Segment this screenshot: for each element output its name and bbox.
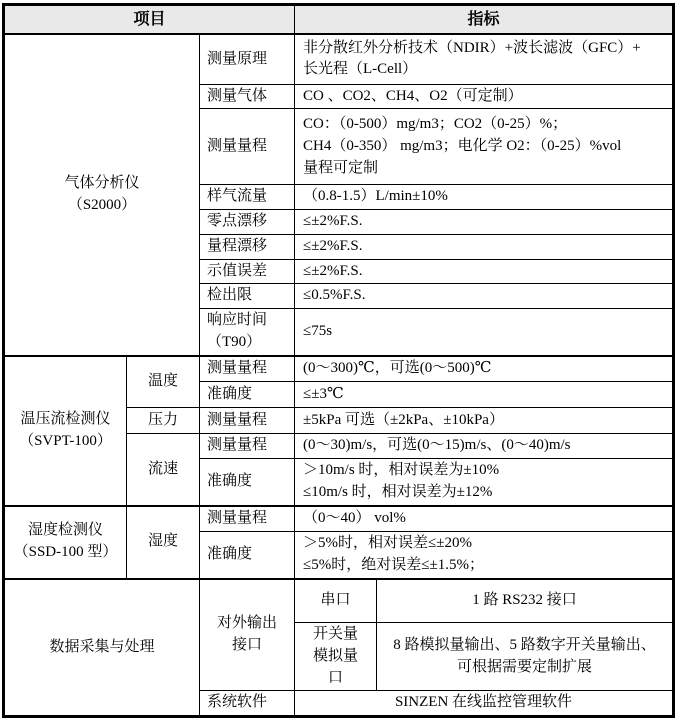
gas-analyzer-model: （S2000） [67, 196, 137, 213]
velocity-range-label: 测量量程 [200, 434, 295, 459]
section-daq-title: 数据采集与处理 [4, 579, 200, 717]
table-row [4, 356, 674, 382]
span-drift-value: ≤±2%F.S. [295, 234, 674, 259]
temperature-sub-label: 温度 [127, 356, 200, 408]
humidity-accuracy-label: 准确度 [200, 532, 295, 579]
gas-analyzer-name: 气体分析仪 [64, 175, 140, 192]
detection-limit-value: ≤0.5%F.S. [295, 284, 674, 309]
pressure-sub-label: 压力 [127, 408, 200, 434]
header-item-column: 项目 [4, 5, 295, 35]
system-software-label: 系统软件 [200, 691, 295, 717]
svpt-model: （SVPT-100） [19, 432, 112, 449]
measure-range-value: CO：（0-500）mg/m3；CO2（0-25）%； CH4（0-350） mg/m3；电化学 O2：（0-25）%vol 量程可定制 [295, 109, 674, 185]
temp-range-label: 测量量程 [200, 356, 295, 382]
measure-principle-label: 测量原理 [200, 34, 295, 84]
response-time-value: ≤75s [295, 309, 674, 356]
table-row [4, 34, 674, 84]
velocity-range-value: (0～30)m/s，可选(0～15)m/s、(0～40)m/s [295, 434, 674, 459]
span-drift-label: 量程漂移 [200, 234, 295, 259]
temp-accuracy-value: ≤±3℃ [295, 382, 674, 408]
spec-table [2, 3, 675, 718]
section-svpt-title [4, 356, 127, 506]
section-gas-analyzer-title [4, 34, 200, 356]
humidity-detector-name: 湿度检测仪 [27, 522, 103, 539]
measure-gases-label: 测量气体 [200, 84, 295, 109]
section-humidity-detector-title [4, 506, 127, 579]
velocity-sub-label: 流速 [127, 434, 200, 506]
switch-analog-port-label: 开关量 模拟量 口 [295, 623, 377, 691]
sample-flow-label: 样气流量 [200, 185, 295, 210]
detection-limit-label: 检出限 [200, 284, 295, 309]
humidity-accuracy-value: ＞5%时，相对误差≤±20% ≤5%时，绝对误差≤±1.5%； [295, 532, 674, 579]
zero-drift-label: 零点漂移 [200, 210, 295, 235]
temp-range-value: (0～300)℃，可选(0～500)℃ [295, 356, 674, 382]
temp-accuracy-label: 准确度 [200, 382, 295, 408]
pressure-range-label: 测量量程 [200, 408, 295, 434]
humidity-range-label: 测量量程 [200, 506, 295, 532]
sample-flow-value: （0.8-1.5）L/min±10% [295, 185, 674, 210]
response-time-label: 响应时间 （T90） [200, 309, 295, 356]
svpt-name: 温压流检测仪 [20, 410, 111, 427]
humidity-sub-label: 湿度 [127, 506, 200, 579]
table-row [4, 579, 674, 623]
measure-range-label: 测量量程 [200, 109, 295, 185]
header-row [4, 5, 674, 35]
header-indicator-column: 指标 [295, 5, 674, 35]
measure-gases-value: CO 、CO2、CH4、O2（可定制） [295, 84, 674, 109]
serial-port-value: 1 路 RS232 接口 [377, 579, 674, 623]
humidity-range-value: （0～40） vol% [295, 506, 674, 532]
humidity-detector-model: （SSD-100 型） [13, 544, 118, 561]
zero-drift-value: ≤±2%F.S. [295, 210, 674, 235]
indication-error-value: ≤±2%F.S. [295, 259, 674, 284]
measure-principle-value: 非分散红外分析技术（NDIR）+波长滤波（GFC）+ 长光程（L-Cell） [295, 34, 674, 84]
serial-port-label: 串口 [295, 579, 377, 623]
table-row [4, 506, 674, 532]
external-output-label: 对外输出 接口 [200, 579, 295, 691]
switch-analog-port-value: 8 路模拟量输出、5 路数字开关量输出、 可根据需要定制扩展 [377, 623, 674, 691]
velocity-accuracy-label: 准确度 [200, 459, 295, 506]
system-software-value: SINZEN 在线监控管理软件 [295, 691, 674, 717]
indication-error-label: 示值误差 [200, 259, 295, 284]
pressure-range-value: ±5kPa 可选（±2kPa、±10kPa） [295, 408, 674, 434]
velocity-accuracy-value: ＞10m/s 时，相对误差为±10% ≤10m/s 时，相对误差为±12% [295, 459, 674, 506]
